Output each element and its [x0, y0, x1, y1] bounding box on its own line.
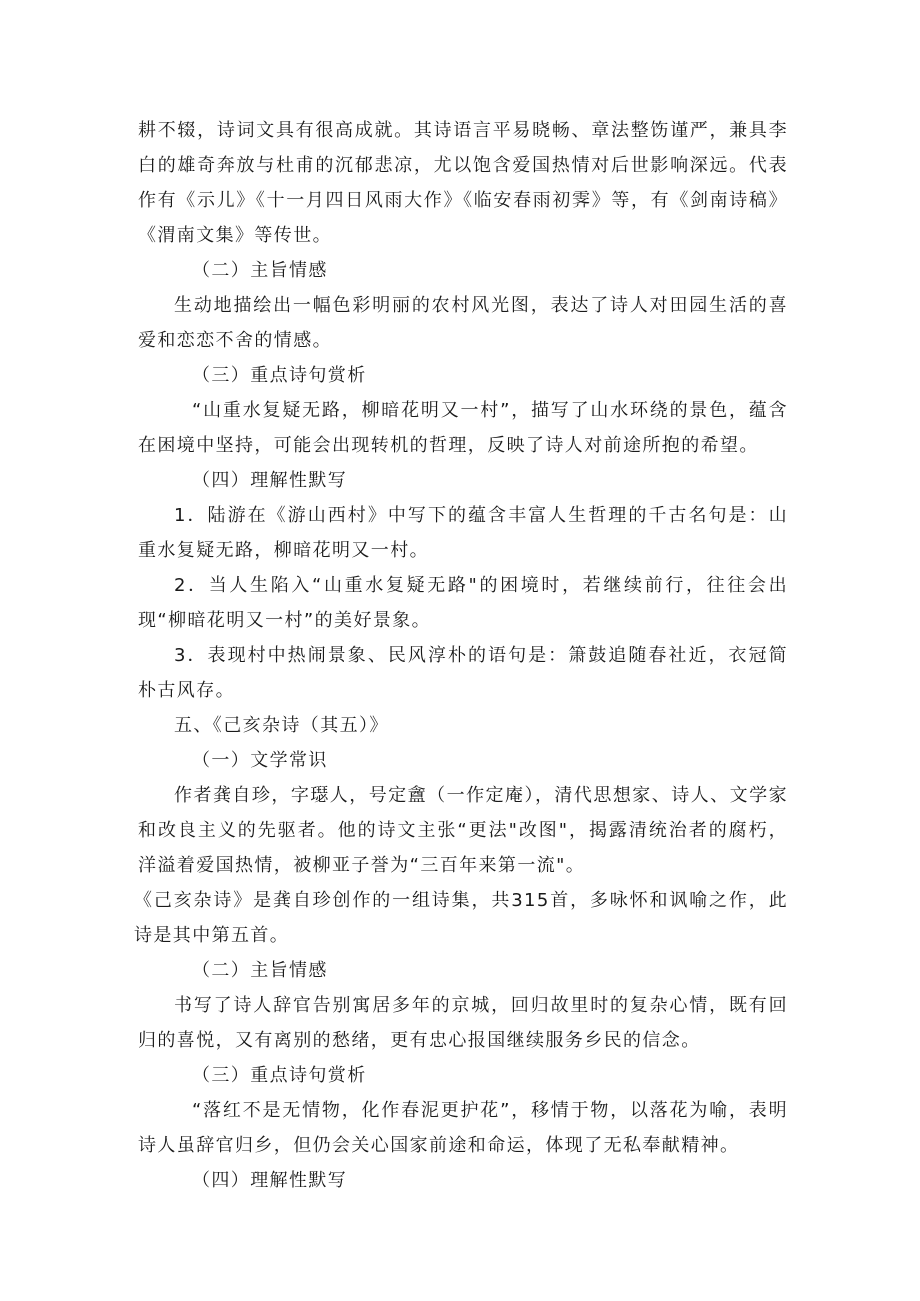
section-title-jihai: 五、《己亥杂诗（其五）》: [174, 715, 389, 736]
heading-dictation: （四）理解性默写: [192, 470, 348, 491]
paragraph-author-intro: 耕不辍，诗词文具有很高成就。其诗语言平易晓畅、章法整饬谨严，兼具李白的雄奇奔放与杜甫的沉郁悲凉，尤以饱含爱国热情对后世影响深远。代表作有《示儿》《十一月四日风雨大作》《临安春雨初霁》等，有《剑南诗稿》《渭南文集》等传世。: [138, 120, 788, 246]
heading-key-lines-2: （三）重点诗句赏析: [192, 1065, 367, 1086]
dictation-item-1: 1．陆游在《游山西村》中写下的蕴含丰富人生哲理的千古名句是：山重水复疑无路，柳暗花明又一村。: [138, 505, 788, 561]
document-body: [134, 113, 788, 1198]
dictation-item-3: 3．表现村中热闹景象、民风淳朴的语句是：箫鼓追随春社近，衣冠简朴古风存。: [138, 645, 788, 701]
paragraph-author-gong: 作者龚自珍，字璱人，号定盦（一作定庵），清代思想家、诗人、文学家和改良主义的先驱者。他的诗文主张“更法"改图"，揭露清统治者的腐朽，洋溢着爱国热情，被柳亚子誉为“三百年来第一流"。: [138, 785, 788, 876]
paragraph-theme-2: 书写了诗人辞官告别寓居多年的京城，回归故里时的复杂心情，既有回归的喜悦，又有离别的愁绪，更有忠心报国继续服务乡民的信念。: [138, 995, 788, 1051]
heading-theme: （二）主旨情感: [192, 260, 328, 281]
paragraph-key-lines-2: “落红不是无情物，化作春泥更护花”，移情于物，以落花为喻，表明诗人虽辞官归乡，但仍会关心国家前途和命运，体现了无私奉献精神。: [138, 1100, 788, 1156]
paragraph-key-lines: “山重水复疑无路，柳暗花明又一村”，描写了山水环绕的景色，蕴含在困境中坚持，可能会出现转机的哲理，反映了诗人对前途所抱的希望。: [138, 400, 788, 456]
dictation-item-2: 2．当人生陷入“山重水复疑无路"的困境时，若继续前行，往往会出现“柳暗花明又一村”的美好景象。: [138, 575, 788, 631]
paragraph-collection: 《己亥杂诗》是龚自珍创作的一组诗集，共315首，多咏怀和讽喻之作，此诗是其中第五首。: [134, 890, 788, 946]
heading-dictation-2: （四）理解性默写: [192, 1170, 348, 1191]
paragraph-theme: 生动地描绘出一幅色彩明丽的农村风光图，表达了诗人对田园生活的喜爱和恋恋不舍的情感。: [138, 295, 788, 351]
heading-theme-2: （二）主旨情感: [192, 960, 328, 981]
heading-literary-knowledge: （一）文学常识: [192, 750, 328, 771]
heading-key-lines: （三）重点诗句赏析: [192, 365, 367, 386]
